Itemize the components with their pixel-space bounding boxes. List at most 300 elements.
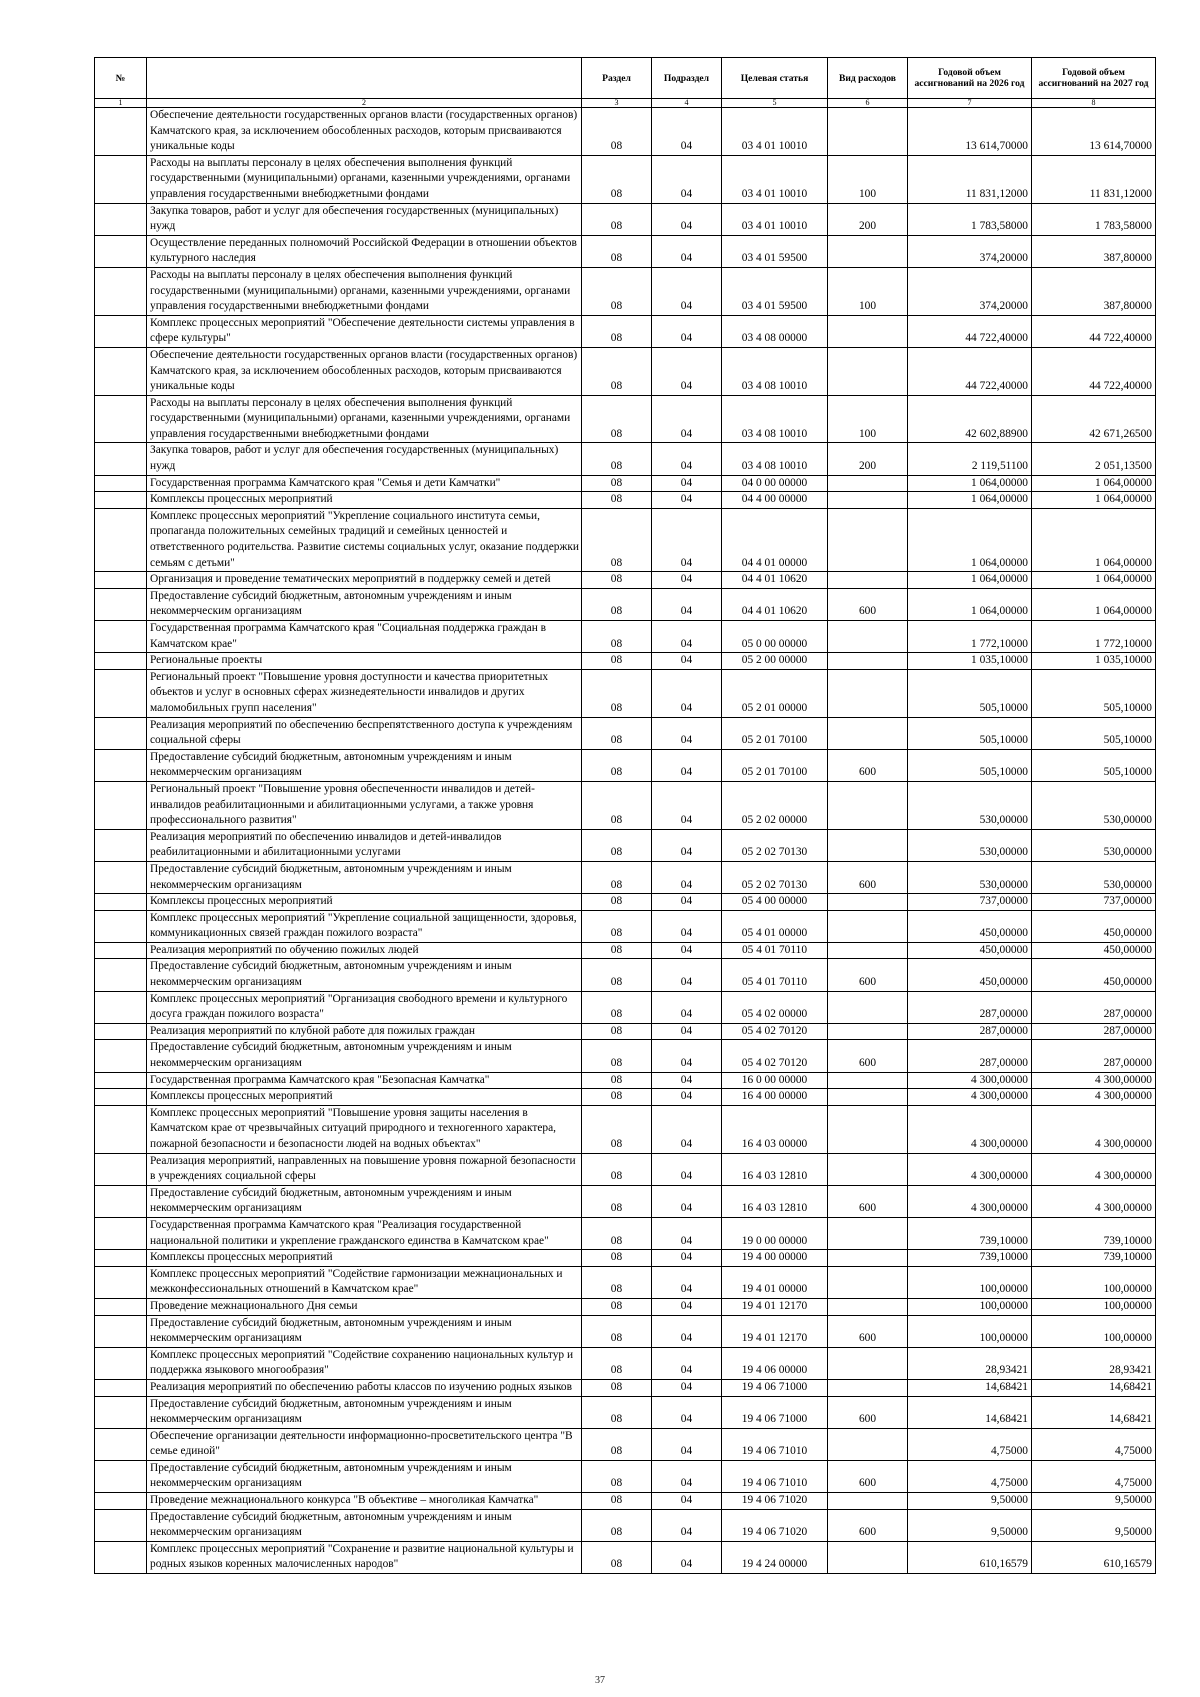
row-name: Закупка товаров, работ и услуг для обеспечения государственных (муниципальных) нужд: [147, 203, 582, 235]
row-podrazdel: 04: [652, 717, 722, 749]
row-razdel: 08: [582, 572, 652, 589]
row-podrazdel: 04: [652, 1023, 722, 1040]
row-expense-type: 100: [828, 155, 908, 203]
row-name: Комплексы процессных мероприятий: [147, 492, 582, 509]
row-number: [95, 267, 147, 315]
row-amount-2026: 100,00000: [908, 1266, 1032, 1298]
row-number: [95, 717, 147, 749]
table-row: [95, 1217, 1156, 1249]
row-amount-2026: 530,00000: [908, 861, 1032, 893]
row-target-article: 03 4 01 59500: [722, 235, 828, 267]
table-row: [95, 1509, 1156, 1541]
row-podrazdel: 04: [652, 942, 722, 959]
row-number: [95, 1040, 147, 1072]
row-target-article: 05 2 02 70130: [722, 829, 828, 861]
row-number: [95, 910, 147, 942]
row-amount-2027: 1 064,00000: [1032, 572, 1156, 589]
row-name: Обеспечение деятельности государственных органов власти (государственных органов) Камчатского края, за исключением обособленных расходов, которым присваиваются уникальные коды: [147, 347, 582, 395]
row-name: Предоставление субсидий бюджетным, автономным учреждениям и иным некоммерческим организациям: [147, 588, 582, 620]
row-razdel: 08: [582, 1460, 652, 1492]
row-amount-2026: 610,16579: [908, 1541, 1032, 1573]
row-podrazdel: 04: [652, 492, 722, 509]
table-row: [95, 347, 1156, 395]
row-amount-2026: 42 602,88900: [908, 395, 1032, 443]
row-number: [95, 203, 147, 235]
table-row: [95, 942, 1156, 959]
row-amount-2027: 505,10000: [1032, 749, 1156, 781]
row-number: [95, 1023, 147, 1040]
row-expense-type: 200: [828, 203, 908, 235]
row-podrazdel: 04: [652, 1298, 722, 1315]
row-name: Предоставление субсидий бюджетным, автономным учреждениям и иным некоммерческим организациям: [147, 749, 582, 781]
row-target-article: 16 4 00 00000: [722, 1089, 828, 1106]
row-target-article: 19 0 00 00000: [722, 1217, 828, 1249]
row-razdel: 08: [582, 508, 652, 571]
table-row: [95, 861, 1156, 893]
row-podrazdel: 04: [652, 267, 722, 315]
row-expense-type: [828, 235, 908, 267]
col-number: 2: [147, 99, 582, 108]
row-expense-type: [828, 894, 908, 911]
row-amount-2027: 44 722,40000: [1032, 315, 1156, 347]
row-razdel: 08: [582, 910, 652, 942]
table-row: [95, 475, 1156, 492]
row-amount-2027: 1 064,00000: [1032, 492, 1156, 509]
col-number: 5: [722, 99, 828, 108]
row-target-article: 05 2 01 70100: [722, 749, 828, 781]
row-number: [95, 781, 147, 829]
row-amount-2026: 530,00000: [908, 781, 1032, 829]
row-amount-2026: 100,00000: [908, 1315, 1032, 1347]
row-name: Предоставление субсидий бюджетным, автономным учреждениям и иным некоммерческим организациям: [147, 1396, 582, 1428]
col-number: 4: [652, 99, 722, 108]
row-amount-2026: 739,10000: [908, 1250, 1032, 1267]
row-expense-type: 100: [828, 267, 908, 315]
row-razdel: 08: [582, 267, 652, 315]
table-row: [95, 235, 1156, 267]
row-amount-2027: 450,00000: [1032, 942, 1156, 959]
table-row: [95, 669, 1156, 717]
row-target-article: 05 4 01 00000: [722, 910, 828, 942]
row-amount-2027: 100,00000: [1032, 1298, 1156, 1315]
row-number: [95, 315, 147, 347]
row-expense-type: 600: [828, 1040, 908, 1072]
row-razdel: 08: [582, 781, 652, 829]
row-podrazdel: 04: [652, 1089, 722, 1106]
row-expense-type: [828, 347, 908, 395]
row-expense-type: [828, 1250, 908, 1267]
table-row: [95, 829, 1156, 861]
table-row: [95, 443, 1156, 475]
row-number: [95, 1315, 147, 1347]
row-amount-2026: 450,00000: [908, 942, 1032, 959]
row-razdel: 08: [582, 861, 652, 893]
row-amount-2027: 1 783,58000: [1032, 203, 1156, 235]
row-name: Комплексы процессных мероприятий: [147, 1089, 582, 1106]
row-razdel: 08: [582, 588, 652, 620]
row-expense-type: 600: [828, 1509, 908, 1541]
row-amount-2026: 28,93421: [908, 1347, 1032, 1379]
row-podrazdel: 04: [652, 894, 722, 911]
row-name: Организация и проведение тематических мероприятий в поддержку семей и детей: [147, 572, 582, 589]
row-amount-2027: 4 300,00000: [1032, 1185, 1156, 1217]
row-razdel: 08: [582, 315, 652, 347]
row-amount-2027: 387,80000: [1032, 235, 1156, 267]
row-number: [95, 1347, 147, 1379]
table-row: [95, 1298, 1156, 1315]
table-row: [95, 1072, 1156, 1089]
row-podrazdel: 04: [652, 1315, 722, 1347]
row-amount-2027: 450,00000: [1032, 959, 1156, 991]
row-name: Расходы на выплаты персоналу в целях обеспечения выполнения функций государственными (муниципальными) органами, казенными учреждениями, органами управления государственными внебюджетными фондами: [147, 155, 582, 203]
col-header-number: №: [95, 58, 147, 99]
row-amount-2026: 450,00000: [908, 910, 1032, 942]
table-row: [95, 1250, 1156, 1267]
row-name: Государственная программа Камчатского края "Социальная поддержка граждан в Камчатском крае": [147, 621, 582, 653]
row-amount-2026: 739,10000: [908, 1217, 1032, 1249]
row-podrazdel: 04: [652, 1266, 722, 1298]
row-number: [95, 572, 147, 589]
table-row: [95, 1153, 1156, 1185]
row-name: Комплекс процессных мероприятий "Повышение уровня защиты населения в Камчатском крае от чрезвычайных ситуаций природного и техногенного характера, пожарной безопасности и безопасности людей на водных объектах": [147, 1105, 582, 1153]
row-podrazdel: 04: [652, 235, 722, 267]
row-expense-type: [828, 991, 908, 1023]
row-amount-2027: 4 300,00000: [1032, 1089, 1156, 1106]
table-row: [95, 492, 1156, 509]
row-target-article: 04 4 01 00000: [722, 508, 828, 571]
row-expense-type: [828, 492, 908, 509]
row-podrazdel: 04: [652, 1153, 722, 1185]
row-target-article: 05 4 01 70110: [722, 942, 828, 959]
table-row: [95, 1379, 1156, 1396]
row-podrazdel: 04: [652, 1460, 722, 1492]
row-expense-type: [828, 1347, 908, 1379]
row-target-article: 05 4 02 00000: [722, 991, 828, 1023]
header-row: [95, 58, 1156, 99]
row-razdel: 08: [582, 235, 652, 267]
row-expense-type: [828, 1089, 908, 1106]
row-razdel: 08: [582, 1105, 652, 1153]
row-number: [95, 1266, 147, 1298]
table-body: [95, 108, 1156, 1574]
row-number: [95, 108, 147, 156]
row-name: Региональный проект "Повышение уровня доступности и качества приоритетных объектов и услуг в основных сферах жизнедеятельности инвалидов и других маломобильных групп населения": [147, 669, 582, 717]
row-amount-2027: 4 300,00000: [1032, 1153, 1156, 1185]
row-podrazdel: 04: [652, 1428, 722, 1460]
row-name: Реализация мероприятий по обеспечению работы классов по изучению родных языков: [147, 1379, 582, 1396]
row-number: [95, 959, 147, 991]
row-name: Проведение межнационального конкурса "В объективе – многоликая Камчатка": [147, 1493, 582, 1510]
row-number: [95, 653, 147, 670]
table-row: [95, 508, 1156, 571]
row-target-article: 19 4 06 71020: [722, 1493, 828, 1510]
row-target-article: 16 0 00 00000: [722, 1072, 828, 1089]
row-amount-2027: 14,68421: [1032, 1396, 1156, 1428]
row-razdel: 08: [582, 991, 652, 1023]
table-row: [95, 267, 1156, 315]
row-amount-2027: 505,10000: [1032, 669, 1156, 717]
table-row: [95, 1347, 1156, 1379]
row-expense-type: [828, 108, 908, 156]
row-target-article: 03 4 01 10010: [722, 155, 828, 203]
row-podrazdel: 04: [652, 991, 722, 1023]
row-amount-2027: 530,00000: [1032, 829, 1156, 861]
table-row: [95, 749, 1156, 781]
row-name: Предоставление субсидий бюджетным, автономным учреждениям и иным некоммерческим организациям: [147, 1509, 582, 1541]
row-target-article: 03 4 08 10010: [722, 347, 828, 395]
row-number: [95, 1153, 147, 1185]
budget-table: [94, 57, 1156, 1574]
row-number: [95, 829, 147, 861]
row-expense-type: [828, 572, 908, 589]
row-podrazdel: 04: [652, 1493, 722, 1510]
row-amount-2026: 1 064,00000: [908, 492, 1032, 509]
row-amount-2027: 1 035,10000: [1032, 653, 1156, 670]
row-razdel: 08: [582, 155, 652, 203]
row-number: [95, 1298, 147, 1315]
table-row: [95, 894, 1156, 911]
row-target-article: 04 4 01 10620: [722, 572, 828, 589]
row-name: Комплексы процессных мероприятий: [147, 894, 582, 911]
row-target-article: 16 4 03 12810: [722, 1153, 828, 1185]
row-expense-type: 600: [828, 959, 908, 991]
row-expense-type: [828, 653, 908, 670]
row-amount-2026: 4 300,00000: [908, 1072, 1032, 1089]
row-podrazdel: 04: [652, 572, 722, 589]
row-number: [95, 1105, 147, 1153]
row-name: Комплекс процессных мероприятий "Обеспечение деятельности системы управления в сфере культуры": [147, 315, 582, 347]
row-number: [95, 155, 147, 203]
row-podrazdel: 04: [652, 959, 722, 991]
row-expense-type: [828, 1493, 908, 1510]
row-number: [95, 1509, 147, 1541]
row-target-article: 03 4 08 00000: [722, 315, 828, 347]
row-name: Региональные проекты: [147, 653, 582, 670]
row-podrazdel: 04: [652, 781, 722, 829]
row-amount-2027: 4,75000: [1032, 1460, 1156, 1492]
row-number: [95, 588, 147, 620]
row-expense-type: [828, 1105, 908, 1153]
row-amount-2027: 28,93421: [1032, 1347, 1156, 1379]
row-number: [95, 1541, 147, 1573]
row-amount-2027: 737,00000: [1032, 894, 1156, 911]
row-target-article: 03 4 08 10010: [722, 443, 828, 475]
row-amount-2027: 1 772,10000: [1032, 621, 1156, 653]
row-razdel: 08: [582, 1072, 652, 1089]
row-name: Комплекс процессных мероприятий "Сохранение и развитие национальной культуры и родных языков коренных малочисленных народов": [147, 1541, 582, 1573]
row-amount-2027: 739,10000: [1032, 1217, 1156, 1249]
row-amount-2027: 530,00000: [1032, 861, 1156, 893]
row-razdel: 08: [582, 1396, 652, 1428]
row-amount-2027: 4 300,00000: [1032, 1072, 1156, 1089]
table-row: [95, 572, 1156, 589]
row-razdel: 08: [582, 653, 652, 670]
row-podrazdel: 04: [652, 1541, 722, 1573]
row-podrazdel: 04: [652, 108, 722, 156]
row-target-article: 05 4 02 70120: [722, 1023, 828, 1040]
row-razdel: 08: [582, 1315, 652, 1347]
row-name: Предоставление субсидий бюджетным, автономным учреждениям и иным некоммерческим организациям: [147, 1315, 582, 1347]
row-expense-type: 200: [828, 443, 908, 475]
row-name: Реализация мероприятий по обеспечению беспрепятственного доступа к учреждениям социальной сферы: [147, 717, 582, 749]
row-amount-2026: 4 300,00000: [908, 1089, 1032, 1106]
row-expense-type: [828, 1023, 908, 1040]
row-target-article: 19 4 01 12170: [722, 1315, 828, 1347]
row-target-article: 04 4 01 10620: [722, 588, 828, 620]
row-amount-2027: 4,75000: [1032, 1428, 1156, 1460]
row-razdel: 08: [582, 1541, 652, 1573]
row-podrazdel: 04: [652, 203, 722, 235]
row-name: Комплекс процессных мероприятий "Укрепление социальной защищенности, здоровья, коммуникационных связей граждан пожилого возраста": [147, 910, 582, 942]
row-expense-type: 600: [828, 1315, 908, 1347]
row-razdel: 08: [582, 1347, 652, 1379]
row-amount-2026: 44 722,40000: [908, 315, 1032, 347]
col-header-name: [147, 58, 582, 99]
table-row: [95, 315, 1156, 347]
row-number: [95, 508, 147, 571]
row-target-article: 19 4 06 71000: [722, 1379, 828, 1396]
table-row: [95, 717, 1156, 749]
row-amount-2027: 44 722,40000: [1032, 347, 1156, 395]
table-row: [95, 155, 1156, 203]
row-amount-2027: 739,10000: [1032, 1250, 1156, 1267]
row-razdel: 08: [582, 894, 652, 911]
row-number: [95, 1217, 147, 1249]
row-razdel: 08: [582, 1023, 652, 1040]
row-podrazdel: 04: [652, 1072, 722, 1089]
row-name: Реализация мероприятий, направленных на повышение уровня пожарной безопасности в учреждениях социальной сферы: [147, 1153, 582, 1185]
row-amount-2027: 2 051,13500: [1032, 443, 1156, 475]
row-name: Осуществление переданных полномочий Российской Федерации в отношении объектов культурного наследия: [147, 235, 582, 267]
row-number: [95, 749, 147, 781]
row-expense-type: 600: [828, 1185, 908, 1217]
row-podrazdel: 04: [652, 829, 722, 861]
row-target-article: 19 4 01 12170: [722, 1298, 828, 1315]
row-number: [95, 1460, 147, 1492]
row-target-article: 16 4 03 00000: [722, 1105, 828, 1153]
row-target-article: 05 2 02 70130: [722, 861, 828, 893]
row-target-article: 19 4 06 00000: [722, 1347, 828, 1379]
row-razdel: 08: [582, 1217, 652, 1249]
col-header-2026: Годовой объем ассигнований на 2026 год: [908, 58, 1032, 99]
row-amount-2026: 1 064,00000: [908, 475, 1032, 492]
row-expense-type: 600: [828, 1460, 908, 1492]
row-name: Реализация мероприятий по обеспечению инвалидов и детей-инвалидов реабилитационными и абилитационными услугами: [147, 829, 582, 861]
table-row: [95, 1089, 1156, 1106]
row-target-article: 05 4 01 70110: [722, 959, 828, 991]
table-row: [95, 1023, 1156, 1040]
row-number: [95, 1493, 147, 1510]
row-number: [95, 861, 147, 893]
row-razdel: 08: [582, 1509, 652, 1541]
row-amount-2026: 4 300,00000: [908, 1153, 1032, 1185]
row-amount-2026: 11 831,12000: [908, 155, 1032, 203]
row-number: [95, 235, 147, 267]
row-expense-type: [828, 717, 908, 749]
row-amount-2027: 100,00000: [1032, 1315, 1156, 1347]
row-number: [95, 1072, 147, 1089]
row-expense-type: [828, 1428, 908, 1460]
row-amount-2027: 287,00000: [1032, 1023, 1156, 1040]
row-amount-2026: 1 064,00000: [908, 508, 1032, 571]
row-podrazdel: 04: [652, 588, 722, 620]
page-number: 37: [595, 1675, 605, 1686]
table-row: [95, 781, 1156, 829]
row-razdel: 08: [582, 669, 652, 717]
row-amount-2027: 100,00000: [1032, 1266, 1156, 1298]
row-podrazdel: 04: [652, 910, 722, 942]
row-expense-type: [828, 1266, 908, 1298]
row-expense-type: [828, 1298, 908, 1315]
row-amount-2026: 4,75000: [908, 1428, 1032, 1460]
row-amount-2026: 1 064,00000: [908, 572, 1032, 589]
row-razdel: 08: [582, 749, 652, 781]
row-target-article: 03 4 01 10010: [722, 203, 828, 235]
row-amount-2027: 13 614,70000: [1032, 108, 1156, 156]
row-podrazdel: 04: [652, 1509, 722, 1541]
row-expense-type: 600: [828, 749, 908, 781]
row-target-article: 05 4 02 70120: [722, 1040, 828, 1072]
row-podrazdel: 04: [652, 861, 722, 893]
row-name: Закупка товаров, работ и услуг для обеспечения государственных (муниципальных) нужд: [147, 443, 582, 475]
col-number: 1: [95, 99, 147, 108]
row-target-article: 04 4 00 00000: [722, 492, 828, 509]
table-row: [95, 395, 1156, 443]
row-podrazdel: 04: [652, 1250, 722, 1267]
row-amount-2027: 1 064,00000: [1032, 588, 1156, 620]
table-row: [95, 1460, 1156, 1492]
row-amount-2026: 505,10000: [908, 749, 1032, 781]
row-number: [95, 475, 147, 492]
row-amount-2026: 1 035,10000: [908, 653, 1032, 670]
row-amount-2026: 1 783,58000: [908, 203, 1032, 235]
row-amount-2026: 737,00000: [908, 894, 1032, 911]
row-amount-2026: 374,20000: [908, 267, 1032, 315]
row-amount-2026: 9,50000: [908, 1493, 1032, 1510]
row-podrazdel: 04: [652, 749, 722, 781]
row-podrazdel: 04: [652, 155, 722, 203]
row-expense-type: [828, 1541, 908, 1573]
table-row: [95, 910, 1156, 942]
row-expense-type: [828, 781, 908, 829]
row-podrazdel: 04: [652, 508, 722, 571]
row-target-article: 05 2 01 00000: [722, 669, 828, 717]
row-number: [95, 1379, 147, 1396]
row-target-article: 05 0 00 00000: [722, 621, 828, 653]
row-number: [95, 347, 147, 395]
row-name: Региональный проект "Повышение уровня обеспеченности инвалидов и детей-инвалидов реабилитационными и абилитационными услугами, а также уровня профессионального развития": [147, 781, 582, 829]
row-razdel: 08: [582, 1428, 652, 1460]
col-header-2027: Годовой объем ассигнований на 2027 год: [1032, 58, 1156, 99]
table-row: [95, 203, 1156, 235]
row-razdel: 08: [582, 1153, 652, 1185]
row-number: [95, 1250, 147, 1267]
row-podrazdel: 04: [652, 653, 722, 670]
row-amount-2026: 505,10000: [908, 669, 1032, 717]
row-number: [95, 1089, 147, 1106]
row-amount-2026: 450,00000: [908, 959, 1032, 991]
table-row: [95, 1105, 1156, 1153]
row-expense-type: [828, 315, 908, 347]
row-amount-2026: 4,75000: [908, 1460, 1032, 1492]
row-target-article: 05 4 00 00000: [722, 894, 828, 911]
row-name: Расходы на выплаты персоналу в целях обеспечения выполнения функций государственными (муниципальными) органами, казенными учреждениями, органами управления государственными внебюджетными фондами: [147, 395, 582, 443]
row-target-article: 19 4 06 71010: [722, 1460, 828, 1492]
row-expense-type: [828, 475, 908, 492]
row-expense-type: [828, 508, 908, 571]
row-amount-2027: 530,00000: [1032, 781, 1156, 829]
col-number: 7: [908, 99, 1032, 108]
